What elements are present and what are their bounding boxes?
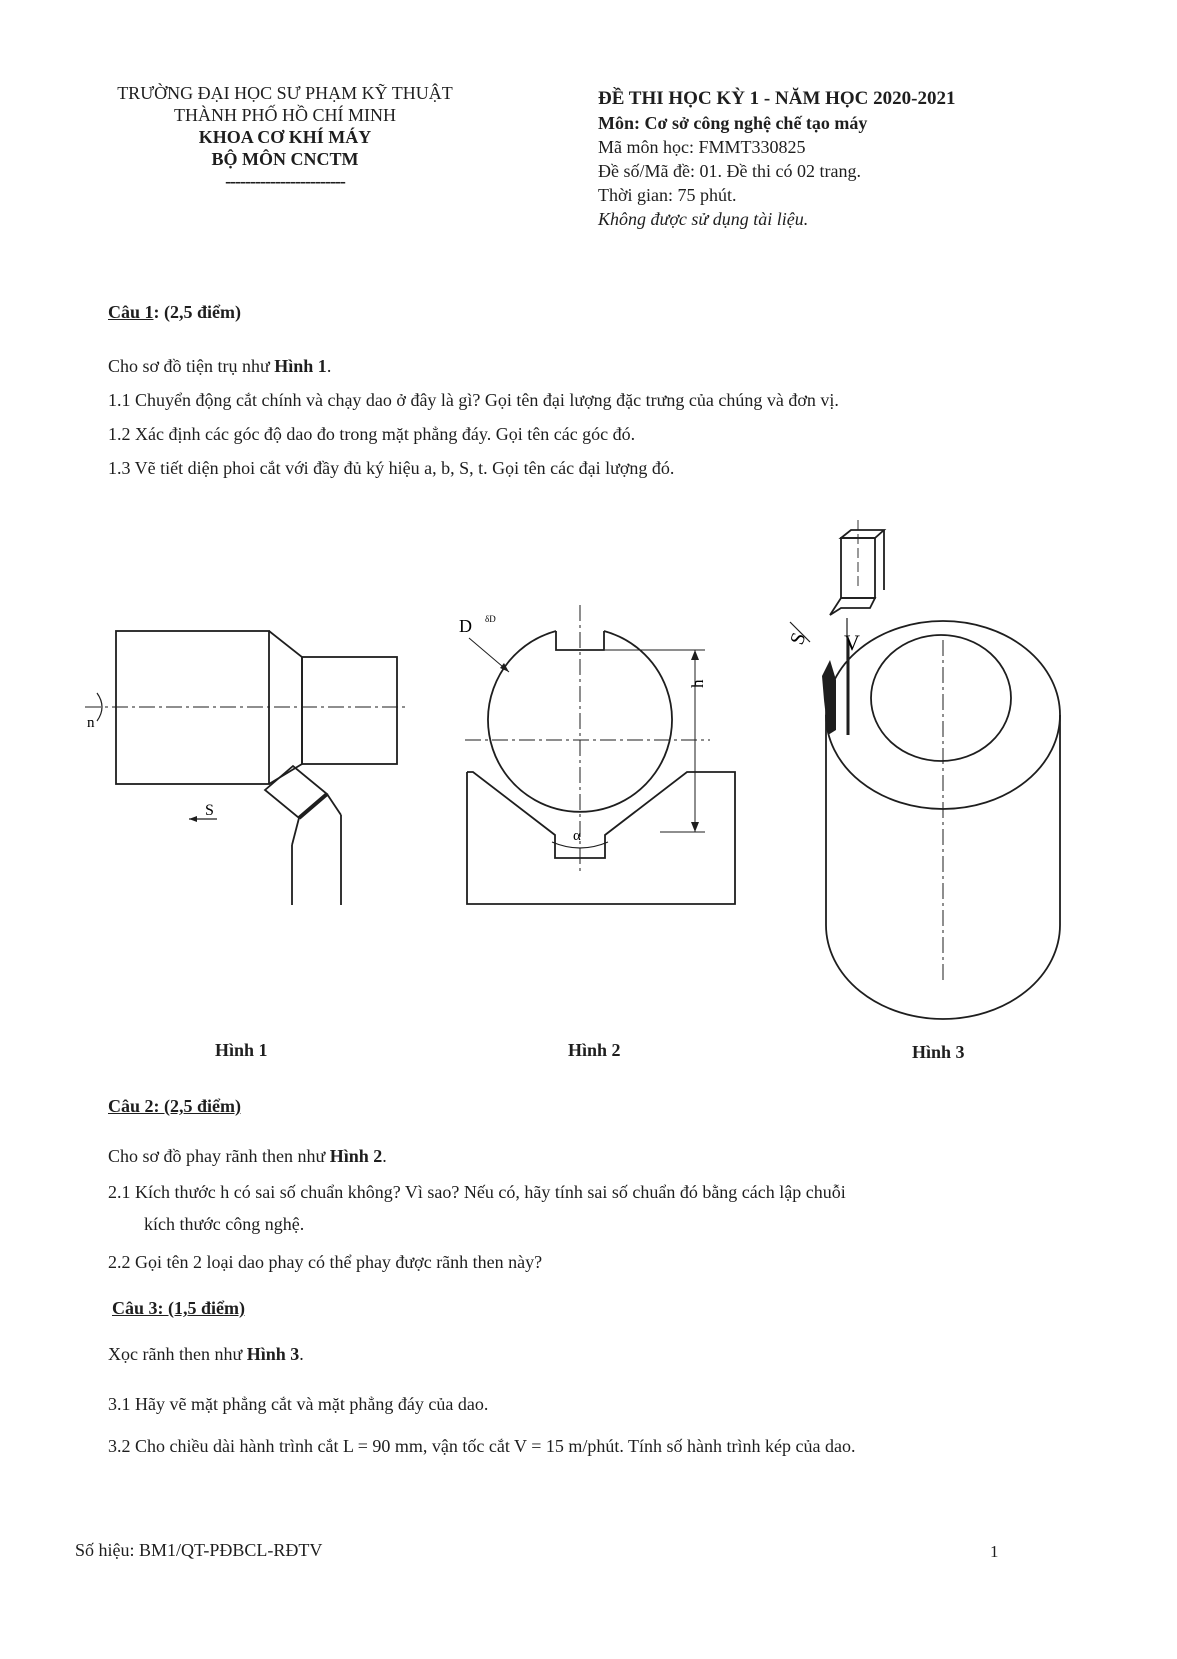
- exam-code: Đề số/Mã đề: 01. Đề thi có 02 trang.: [598, 161, 861, 181]
- label-n: n: [87, 715, 95, 731]
- q1-points: : (2,5 điểm): [153, 302, 241, 322]
- workpiece-small-diameter: [302, 657, 397, 764]
- q1-title: Câu 1: [108, 302, 154, 322]
- q1-item-3: 1.3 Vẽ tiết diện phoi cắt với đầy đủ ký hiệu a, b, S, t. Gọi tên các đại lượng đó.: [108, 458, 675, 478]
- q2-intro-ref: Hình 2: [329, 1146, 383, 1166]
- label-h: h: [688, 679, 707, 688]
- course-code: Mã môn học: FMMT330825: [598, 137, 806, 157]
- q1-intro: [108, 354, 331, 378]
- label-s: S: [786, 629, 811, 648]
- figure-1-turning: [85, 615, 405, 905]
- q2-item-1-line-2: kích thước công nghệ.: [144, 1214, 305, 1234]
- q2-intro: [108, 1144, 387, 1168]
- q1-intro-ref: Hình 1: [274, 356, 327, 376]
- label-d-tolerance: δD: [485, 614, 496, 624]
- q2-intro-end: .: [382, 1146, 387, 1166]
- turning-tool-tip: [265, 766, 327, 818]
- slotting-tool-head: [830, 598, 875, 615]
- university-city: THÀNH PHỐ HỒ CHÍ MINH: [174, 105, 396, 125]
- dimension-arrow-bottom-icon: [691, 822, 699, 832]
- q3-intro-end: .: [299, 1344, 304, 1364]
- tool-top-face: [841, 530, 884, 538]
- dimension-arrow-top-icon: [691, 650, 699, 660]
- q1-intro-end: .: [326, 356, 332, 376]
- institution-header: [75, 82, 495, 192]
- figure-3-keyway-slotting: [786, 520, 1082, 1030]
- q3-intro: [108, 1342, 304, 1366]
- q2-item-1-line-1: 2.1 Kích thước h có sai số chuẩn không? Vì sao? Nếu có, hãy tính sai số chuẩn đó bằng cách lập chuỗi: [108, 1182, 846, 1202]
- form-code: Số hiệu: BM1/QT-PĐBCL-RĐTV: [75, 1540, 323, 1560]
- figure-2-keyway-milling: [455, 610, 755, 910]
- feed-arrow-head-icon: [189, 816, 197, 822]
- exam-subject: Môn: Cơ sở công nghệ chế tạo máy: [598, 113, 868, 133]
- university-name: TRƯỜNG ĐẠI HỌC SƯ PHẠM KỸ THUẬT: [117, 83, 453, 103]
- label-v: V: [844, 630, 860, 655]
- exam-note: Không được sử dụng tài liệu.: [598, 209, 809, 229]
- label-alpha: α: [573, 828, 581, 844]
- tool-cutting-edge: [299, 794, 327, 818]
- q1-intro-text: Cho sơ đồ tiện trụ như: [108, 356, 275, 376]
- caption-figure-1: Hình 1: [215, 1040, 268, 1060]
- q1-item-1: 1.1 Chuyển động cắt chính và chạy dao ở đây là gì? Gọi tên đại lượng đặc trưng của chúng và đơn vị.: [108, 390, 839, 410]
- department-name: BỘ MÔN CNCTM: [211, 149, 359, 169]
- q3-intro-ref: Hình 3: [246, 1344, 300, 1364]
- q1-item-2: 1.2 Xác định các góc độ dao đo trong mặt phẳng đáy. Gọi tên các góc đó.: [108, 424, 636, 444]
- exam-duration: Thời gian: 75 phút.: [598, 185, 737, 205]
- label-d: D: [459, 616, 472, 636]
- caption-figure-3: Hình 3: [912, 1042, 965, 1062]
- workpiece-large-diameter: [116, 631, 269, 784]
- header-separator: ------------------------: [225, 171, 345, 191]
- faculty-name: KHOA CƠ KHÍ MÁY: [198, 127, 372, 147]
- cylinder-bore: [871, 635, 1011, 761]
- q2-item-2: 2.2 Gọi tên 2 loại dao phay có thể phay được rãnh then này?: [108, 1252, 543, 1272]
- label-s: S: [205, 802, 214, 819]
- q3-item-2: 3.2 Cho chiều dài hành trình cắt L = 90 mm, vận tốc cắt V = 15 m/phút. Tính số hành trình kép của dao.: [108, 1436, 856, 1456]
- exam-title: ĐỀ THI HỌC KỲ 1 - NĂM HỌC 2020-2021: [598, 88, 956, 109]
- q1-heading: [108, 302, 241, 323]
- q3-intro-text: Xọc rãnh then như: [108, 1344, 247, 1364]
- slot-cut-face: [822, 660, 836, 735]
- tool-shank-edge-right: [327, 794, 341, 815]
- caption-figure-2: Hình 2: [568, 1040, 621, 1060]
- q2-heading: Câu 2: (2,5 điểm): [108, 1096, 241, 1116]
- tool-shank-edge-left: [292, 818, 299, 845]
- q3-item-1: 3.1 Hãy vẽ mặt phẳng cắt và mặt phẳng đáy của dao.: [108, 1394, 489, 1414]
- q2-intro-text: Cho sơ đồ phay rãnh then như: [108, 1146, 330, 1166]
- page-number: 1: [990, 1542, 999, 1561]
- q3-heading: Câu 3: (1,5 điểm): [112, 1298, 245, 1318]
- exam-info: [598, 87, 1158, 231]
